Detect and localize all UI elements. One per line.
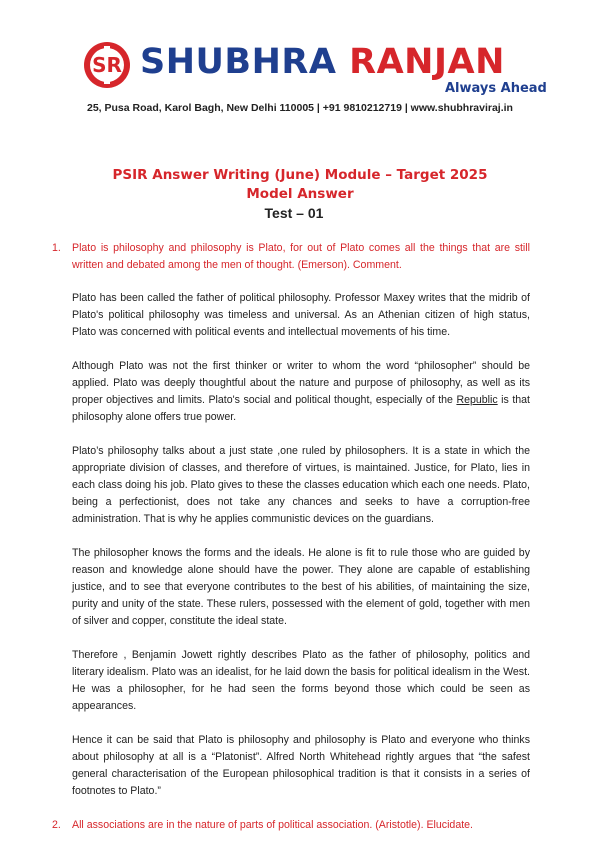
- module-title: PSIR Answer Writing (June) Module – Target 2025: [112, 167, 488, 183]
- paragraph-3: Plato’s philosophy talks about a just state ,one ruled by philosophers. It is a state in which the appropriate division of classes, and therefore of virtues, is maintained. Justice, for Plato, lies in each class doing his job. Plato gives to these the classes education which each one needs. Plato, being a perfectionist, does not take any chances and seeks to have a corruption-free administration. That is why he applies communistic devices on the guardians.: [72, 445, 530, 525]
- paragraph-5: Therefore , Benjamin Jowett rightly describes Plato as the father of philosophy, politics and literary idealism. Plato was an idealist, for he laid down the basis for political idealism in the West. He was a philosopher, for he had seen the forms beyond those which could be seen as appearances.: [72, 649, 530, 712]
- brand-name-part1: SHUBHRA: [140, 42, 337, 82]
- brand-logo: [82, 40, 547, 96]
- question-2-text: All associations are in the nature of parts of political association. (Aristotle). Elucidate.: [72, 819, 473, 831]
- test-number-title: Test – 01: [264, 205, 324, 221]
- question-2: [52, 817, 530, 834]
- paragraph-2-end: is that philosophy alone offers true power.: [72, 394, 530, 423]
- paragraph-1: Plato has been called the father of political philosophy. Professor Maxey writes that the midrib of Plato's political philosophy was timeless and universal. As an Athenian citizen of high status, Plato was concerned with political events and intellectual movements of his time.: [72, 292, 530, 338]
- question-1: [52, 240, 530, 274]
- svg-text:SR: SR: [92, 53, 122, 77]
- question-1-number: 1.: [52, 242, 61, 254]
- brand-tagline: Always Ahead: [445, 81, 547, 96]
- sr-logo-icon: [82, 40, 132, 90]
- document-titles: [0, 166, 600, 222]
- paragraph-2: [72, 358, 530, 426]
- brand-name-part2: RANJAN: [349, 42, 505, 82]
- contact-address: 25, Pusa Road, Karol Bagh, New Delhi 110005 | +91 9810212719 | www.shubhraviraj.in: [87, 102, 513, 114]
- paragraph-6: Hence it can be said that Plato is philosophy and philosophy is Plato and everyone who thinks about philosophy at all is a “Platonist”. Alfred North Whitehead rightly argues that “the safest general characterisation of the European philosophical tradition is that it consists in a series of footnotes to Plato.”: [72, 734, 530, 797]
- brand-name: [140, 42, 505, 82]
- question-1-text: Plato is philosophy and philosophy is Plato, for out of Plato comes all the things that are still written and debated among the men of thought. (Emerson). Comment.: [72, 242, 530, 271]
- republic-reference: Republic: [456, 394, 498, 406]
- paragraph-4: The philosopher knows the forms and the ideals. He alone is fit to rule those who are guided by reason and knowledge alone should have the power. They alone are capable of establishing justice, and to see that everyone contributes to the best of his abilities, of maintaining the size, purity and unity of the state. These rulers, possessed with the element of gold, together with men of silver and copper, constitute the ideal state.: [72, 547, 530, 627]
- paragraph-2-start: Although Plato was not the first thinker or writer to whom the word “philosopher” should be applied. Plato was deeply thoughtful about the nature and purpose of philosophy, as well as its proper objectives and limits. Plato's social and political thought, especially of the: [72, 360, 530, 406]
- question-2-number: 2.: [52, 819, 61, 831]
- model-answer-title: Model Answer: [246, 186, 354, 202]
- answer-body: [52, 240, 530, 834]
